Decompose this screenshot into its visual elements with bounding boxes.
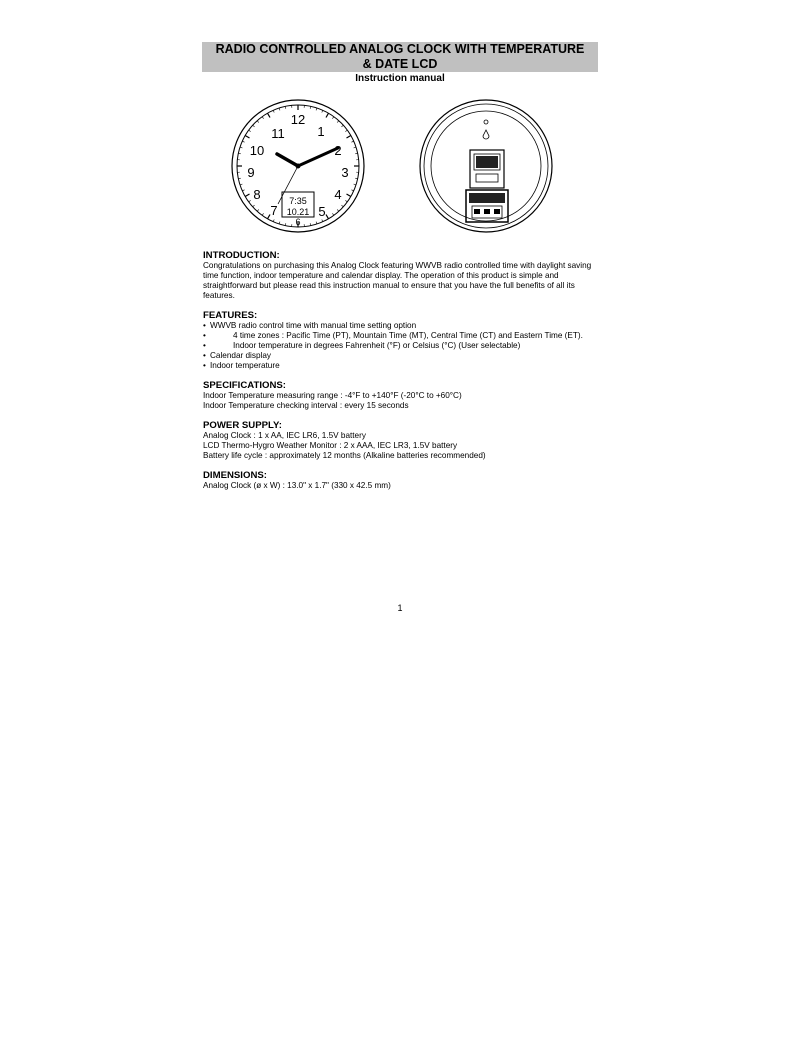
clock-tick bbox=[345, 200, 347, 201]
feature-text: WWVB radio control time with manual time setting option bbox=[210, 321, 417, 330]
numeral-4: 4 bbox=[334, 187, 342, 202]
clock-tick bbox=[354, 184, 356, 185]
clock-center-pin bbox=[296, 164, 301, 169]
numeral-2: 2 bbox=[334, 143, 342, 158]
numeral-1: 1 bbox=[317, 124, 325, 139]
clock-tick bbox=[268, 113, 271, 117]
clock-tick bbox=[341, 125, 343, 127]
bullet-icon: • bbox=[203, 341, 206, 350]
title-line-1: RADIO CONTROLLED ANALOG CLOCK WITH TEMPERATURE bbox=[215, 42, 585, 56]
clock-tick bbox=[257, 121, 259, 123]
clock-tick bbox=[326, 214, 329, 218]
list-item bbox=[203, 331, 593, 341]
power-supply-line: Analog Clock : 1 x AA, IEC LR6, 1.5V battery bbox=[203, 431, 366, 440]
clock-tick bbox=[326, 113, 329, 117]
clock-front-illustration bbox=[230, 98, 366, 234]
numeral-12: 12 bbox=[290, 112, 306, 127]
manual-content bbox=[203, 250, 593, 500]
clock-tick bbox=[262, 213, 263, 215]
clock-back-illustration bbox=[418, 98, 554, 234]
clock-tick bbox=[337, 121, 339, 123]
list-item bbox=[203, 361, 593, 371]
list-item bbox=[203, 341, 593, 351]
clock-tick bbox=[262, 117, 263, 119]
bullet-icon: • bbox=[203, 331, 206, 340]
numeral-3: 3 bbox=[341, 165, 349, 180]
title-line-2: & DATE LCD bbox=[362, 56, 438, 71]
specification-line: Indoor Temperature checking interval : every 15 seconds bbox=[203, 401, 409, 410]
numeral-5: 5 bbox=[318, 204, 326, 219]
clock-tick bbox=[351, 190, 353, 191]
numeral-11: 11 bbox=[271, 126, 285, 141]
clock-tick bbox=[316, 222, 317, 224]
bullet-icon: • bbox=[203, 321, 206, 330]
title-bar bbox=[202, 42, 598, 72]
features-section bbox=[203, 310, 593, 371]
clock-tick bbox=[332, 117, 333, 119]
introduction-heading: INTRODUCTION: bbox=[203, 250, 280, 261]
clock-tick bbox=[279, 108, 280, 110]
feature-text: Indoor temperature in degrees Fahrenheit (°F) or Celsius (°C) (User selectable) bbox=[233, 341, 521, 350]
clock-tick bbox=[354, 147, 356, 148]
dimensions-heading: DIMENSIONS: bbox=[203, 470, 267, 481]
feature-text: 4 time zones : Pacific Time (PT), Mountain Time (MT), Central Time (CT) and Eastern Time (ET). bbox=[233, 331, 583, 340]
list-item bbox=[203, 351, 593, 361]
introduction-text: Congratulations on purchasing this Analog Clock featuring WWVB radio controlled time with daylight saving time function, indoor temperature and calendar display. The operation of this product is simple and straightforward but please read this instruction manual to ensure that you have the full benefits of all its features. bbox=[203, 261, 592, 300]
hanging-hole bbox=[484, 120, 488, 124]
clock-tick bbox=[322, 219, 323, 221]
clock-tick bbox=[341, 205, 343, 207]
clock-tick bbox=[322, 110, 323, 112]
clock-tick bbox=[332, 213, 333, 215]
introduction-section bbox=[203, 250, 593, 301]
dimensions-section bbox=[203, 470, 593, 491]
features-heading: FEATURES: bbox=[203, 310, 258, 321]
lcd-time: 7:35 bbox=[289, 196, 307, 206]
clock-tick bbox=[253, 125, 255, 127]
clock-tick bbox=[273, 110, 274, 112]
specification-line: Indoor Temperature measuring range : -4°F to +140°F (-20°C to +60°C) bbox=[203, 391, 462, 400]
numeral-6: 6 bbox=[295, 217, 301, 227]
numeral-8: 8 bbox=[253, 187, 261, 202]
page-number: 1 bbox=[397, 603, 403, 613]
power-supply-heading: POWER SUPPLY: bbox=[203, 420, 282, 431]
numeral-10: 10 bbox=[249, 143, 265, 158]
hour-hand bbox=[277, 154, 298, 166]
specifications-heading: SPECIFICATIONS: bbox=[203, 380, 286, 391]
feature-text: Indoor temperature bbox=[210, 361, 280, 370]
features-list bbox=[203, 321, 593, 371]
specifications-section bbox=[203, 380, 593, 411]
feature-text: Calendar display bbox=[210, 351, 271, 360]
numeral-7: 7 bbox=[270, 203, 278, 218]
minute-hand bbox=[298, 148, 338, 166]
clock-tick bbox=[316, 108, 317, 110]
clock-tick bbox=[240, 147, 242, 148]
clock-tick bbox=[337, 209, 339, 211]
clock-tick bbox=[257, 209, 259, 211]
clock-tick bbox=[240, 184, 242, 185]
clock-tick bbox=[253, 205, 255, 207]
numeral-9: 9 bbox=[247, 165, 255, 180]
clock-tick bbox=[346, 194, 350, 197]
clock-tick bbox=[242, 190, 244, 191]
lcd-date: 10.21 bbox=[286, 207, 310, 217]
bullet-icon: • bbox=[203, 351, 206, 360]
clock-tick bbox=[346, 136, 350, 139]
clock-tick bbox=[242, 141, 244, 142]
clock-tick bbox=[249, 200, 251, 201]
subtitle: Instruction manual bbox=[355, 73, 445, 84]
clock-tick bbox=[351, 141, 353, 142]
clock-tick bbox=[345, 130, 347, 131]
clock-tick bbox=[245, 194, 249, 197]
dimensions-text: Analog Clock (ø x W) : 13.0" x 1.7" (330 x 42.5 mm) bbox=[203, 481, 391, 490]
clock-tick bbox=[249, 130, 251, 131]
clock-tick bbox=[245, 136, 249, 139]
power-supply-line: Battery life cycle : approximately 12 months (Alkaline batteries recommended) bbox=[203, 451, 486, 460]
clock-tick bbox=[279, 222, 280, 224]
list-item bbox=[203, 321, 593, 331]
power-supply-line: LCD Thermo-Hygro Weather Monitor : 2 x AAA, IEC LR3, 1.5V battery bbox=[203, 441, 458, 450]
bullet-icon: • bbox=[203, 361, 206, 370]
power-supply-section bbox=[203, 420, 593, 461]
clock-tick bbox=[273, 219, 274, 221]
hanger-slot-icon bbox=[483, 130, 489, 139]
